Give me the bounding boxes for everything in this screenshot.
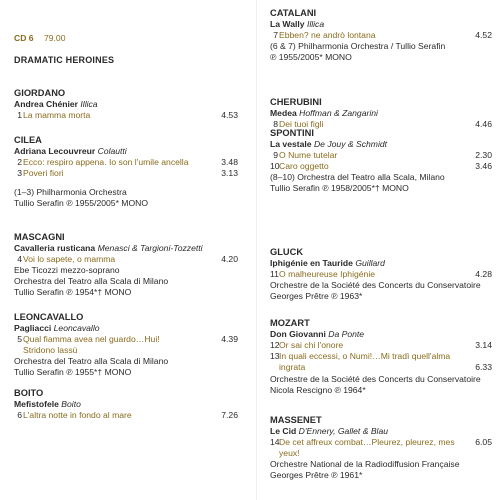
work-line (14, 99, 238, 110)
work-line (270, 329, 492, 340)
work-line (14, 323, 238, 334)
track-duration: 4.52 (475, 30, 492, 40)
work-title: Adriana Lecouvreur (14, 146, 96, 156)
librettist: Boito (61, 399, 81, 409)
track-row (270, 437, 492, 459)
track-list (270, 269, 492, 280)
track-number: 11 (270, 269, 279, 279)
credit-line: Ebe Ticozzi mezzo-soprano (14, 265, 120, 276)
track-list (14, 334, 238, 356)
credit-line: (1–3) Philharmonia Orchestra (14, 187, 127, 198)
work-line (14, 243, 238, 254)
track-title: Voi lo sapete, o mamma (23, 254, 116, 264)
track-number: 6 (17, 410, 22, 420)
track-number: 1 (17, 110, 22, 120)
credits (14, 265, 238, 298)
librettist: De Jouy & Schmidt (313, 139, 388, 149)
composer-name: LEONCAVALLO (14, 312, 84, 322)
credits (270, 41, 492, 63)
credit-line: (8–10) Orchestra del Teatro alla Scala, Milano (270, 172, 445, 183)
track-title: Poveri fiori (23, 168, 64, 179)
track-duration: 4.20 (221, 254, 238, 264)
work-entry-catalani (270, 8, 492, 63)
work-line (270, 258, 492, 269)
work-title: Iphigénie en Tauride (270, 258, 353, 268)
track-duration: 3.46 (475, 161, 492, 172)
work-title: La Wally (270, 19, 305, 29)
credit-line: Orchestra del Teatro alla Scala di Milano (14, 356, 169, 367)
librettist: Menasci & Targioni-Tozzetti (97, 243, 203, 253)
track-row (273, 30, 492, 41)
track-list (270, 30, 492, 41)
work-title: Medea (270, 108, 297, 118)
track-number: 8 (273, 119, 278, 129)
work-line (270, 108, 492, 119)
credit-line: ℗ 1955/2005* MONO (270, 52, 352, 63)
librettist: Leoncavallo (53, 323, 100, 333)
credits (14, 356, 238, 378)
composer-name: GLUCK (270, 247, 304, 257)
track-number: 10 (270, 161, 280, 172)
track-row (270, 340, 492, 351)
composer-name: MASCAGNI (14, 232, 65, 242)
librettist: Illica (80, 99, 98, 109)
track-duration: 4.28 (475, 269, 492, 279)
work-title: Don Giovanni (270, 329, 326, 339)
track-row (17, 157, 238, 168)
track-title: Qual fiamma avea nel guardo…Hui! (23, 334, 160, 344)
credit-line: Georges Prêtre ℗ 1963* (270, 291, 363, 302)
work-line (270, 139, 492, 150)
track-duration: 4.53 (221, 110, 238, 120)
track-title: In quali eccessi, o Numi!…Mi tradì quell'alma (279, 351, 451, 362)
track-duration: 3.14 (475, 340, 492, 350)
track-list (14, 110, 238, 121)
track-row (17, 410, 238, 421)
work-line (270, 426, 492, 437)
credits (270, 374, 492, 396)
work-entry-massenet (270, 415, 492, 481)
track-row (270, 351, 492, 362)
track-title: La mamma morta (23, 110, 91, 120)
librettist: Hoffman & Zangarini (299, 108, 378, 118)
credits (270, 280, 492, 302)
work-entry-spontini (270, 128, 492, 194)
track-row (17, 110, 238, 121)
track-number: 4 (17, 254, 22, 264)
work-title: Andrea Chénier (14, 99, 78, 109)
track-row (273, 150, 492, 161)
track-duration: 2.30 (475, 150, 492, 160)
credit-line: Tullio Serafin ℗ 1955/2005* MONO (14, 198, 149, 209)
credit-line: Nicola Rescigno ℗ 1964* (270, 384, 366, 395)
track-title: O malheureuse Iphigénie (279, 269, 376, 279)
track-list (14, 254, 238, 265)
credit-line: Tullio Serafin ℗ 1958/2005*† MONO (270, 183, 409, 194)
track-title: ingrata (279, 362, 306, 373)
credit-line: Orchestra del Teatro alla Scala di Milano (14, 276, 169, 287)
credit-line: Orchestre National de la Radiodiffusion Française (270, 459, 460, 470)
credit-line: Orchestre de la Société des Concerts du Conservatoire (270, 373, 481, 384)
composer-name: CHERUBINI (270, 97, 322, 107)
track-title: Caro oggetto (279, 161, 329, 172)
track-duration: 4.46 (475, 119, 492, 129)
work-title: Cavalleria rusticana (14, 243, 96, 253)
track-number: 5 (17, 334, 22, 344)
track-list (14, 157, 238, 179)
composer-name: CATALANI (270, 8, 317, 18)
track-title: O Nume tutelar (279, 150, 338, 160)
track-row (17, 334, 238, 345)
track-list (270, 437, 492, 459)
work-entry-cherubini (270, 97, 492, 130)
track-title: L'altra notte in fondo al mare (23, 410, 132, 420)
track-number: 9 (273, 150, 278, 160)
track-duration: 4.39 (221, 334, 238, 344)
work-entry-mascagni (14, 232, 238, 298)
composer-name: BOITO (14, 388, 44, 398)
track-title: De cet affreux combat…Pleurez, pleurez, mes yeux! (279, 437, 455, 459)
track-duration: 6.33 (475, 362, 492, 373)
work-entry-mozart (270, 318, 492, 396)
track-number: 3 (17, 168, 22, 179)
composer-name: SPONTINI (270, 128, 314, 138)
track-list (270, 150, 492, 172)
credit-line: Orchestre de la Société des Concerts du Conservatoire (270, 280, 481, 291)
credit-line: Tullio Serafin ℗ 1954*† MONO (14, 287, 132, 298)
track-row (270, 161, 492, 172)
work-entry-leoncavallo (14, 312, 238, 378)
composer-name: MASSENET (270, 415, 322, 425)
librettist: Guillard (355, 258, 385, 268)
credits (270, 459, 492, 481)
track-title: Or sai chi l'onore (279, 340, 344, 350)
work-title: Pagliacci (14, 323, 52, 333)
track-duration: 6.05 (475, 437, 492, 447)
track-list (270, 340, 492, 374)
track-title: Dei tuoi figli (279, 119, 324, 129)
program-title: DRAMATIC HEROINES (14, 55, 115, 65)
work-title: Le Cid (270, 426, 297, 436)
composer-name: GIORDANO (14, 88, 66, 98)
work-title: La vestale (270, 139, 312, 149)
track-row (23, 345, 238, 356)
credit-line: Tullio Serafin ℗ 1955*† MONO (14, 367, 132, 378)
work-entry-gluck (270, 247, 492, 302)
credits (14, 187, 238, 209)
composer-name: MOZART (270, 318, 310, 328)
track-row (279, 362, 492, 373)
work-title: Mefistofele (14, 399, 59, 409)
librettist: D'Ennery, Gallet & Blau (298, 426, 389, 436)
track-number: 13 (270, 351, 280, 362)
track-number: 12 (270, 340, 280, 350)
track-duration: 7.26 (221, 410, 238, 420)
work-line (14, 399, 238, 410)
work-line (14, 146, 238, 157)
track-row (17, 254, 238, 265)
librettist: Illica (306, 19, 325, 29)
work-line (270, 19, 492, 30)
track-title: Ecco: respiro appena. Io son l'umile ancella (23, 157, 189, 167)
librettist: Da Ponte (328, 329, 365, 339)
track-row (17, 168, 238, 179)
work-entry-boito (14, 388, 238, 421)
track-number: 7 (273, 30, 278, 40)
composer-name: CILEA (14, 135, 42, 145)
work-entry-giordano (14, 88, 238, 121)
credit-line: (6 & 7) Philharmonia Orchestra / Tullio Serafin (270, 41, 446, 52)
credit-line: Georges Prêtre ℗ 1961* (270, 470, 363, 481)
work-entry-cilea (14, 135, 238, 209)
track-list (14, 410, 238, 421)
librettist: Colautti (97, 146, 127, 156)
cd-header (14, 33, 66, 43)
track-number: 2 (17, 157, 22, 167)
track-duration: 3.13 (221, 168, 238, 179)
track-number: 14 (270, 437, 280, 447)
track-title: Stridono lassù (23, 345, 78, 356)
cd-number: CD 6 (14, 33, 34, 43)
cd-price: 79.00 (43, 33, 66, 43)
track-duration: 3.48 (221, 157, 238, 167)
credits (270, 172, 492, 194)
column-divider (256, 0, 257, 500)
track-title: Ebben? ne andrò lontana (279, 30, 376, 40)
track-row (270, 269, 492, 280)
